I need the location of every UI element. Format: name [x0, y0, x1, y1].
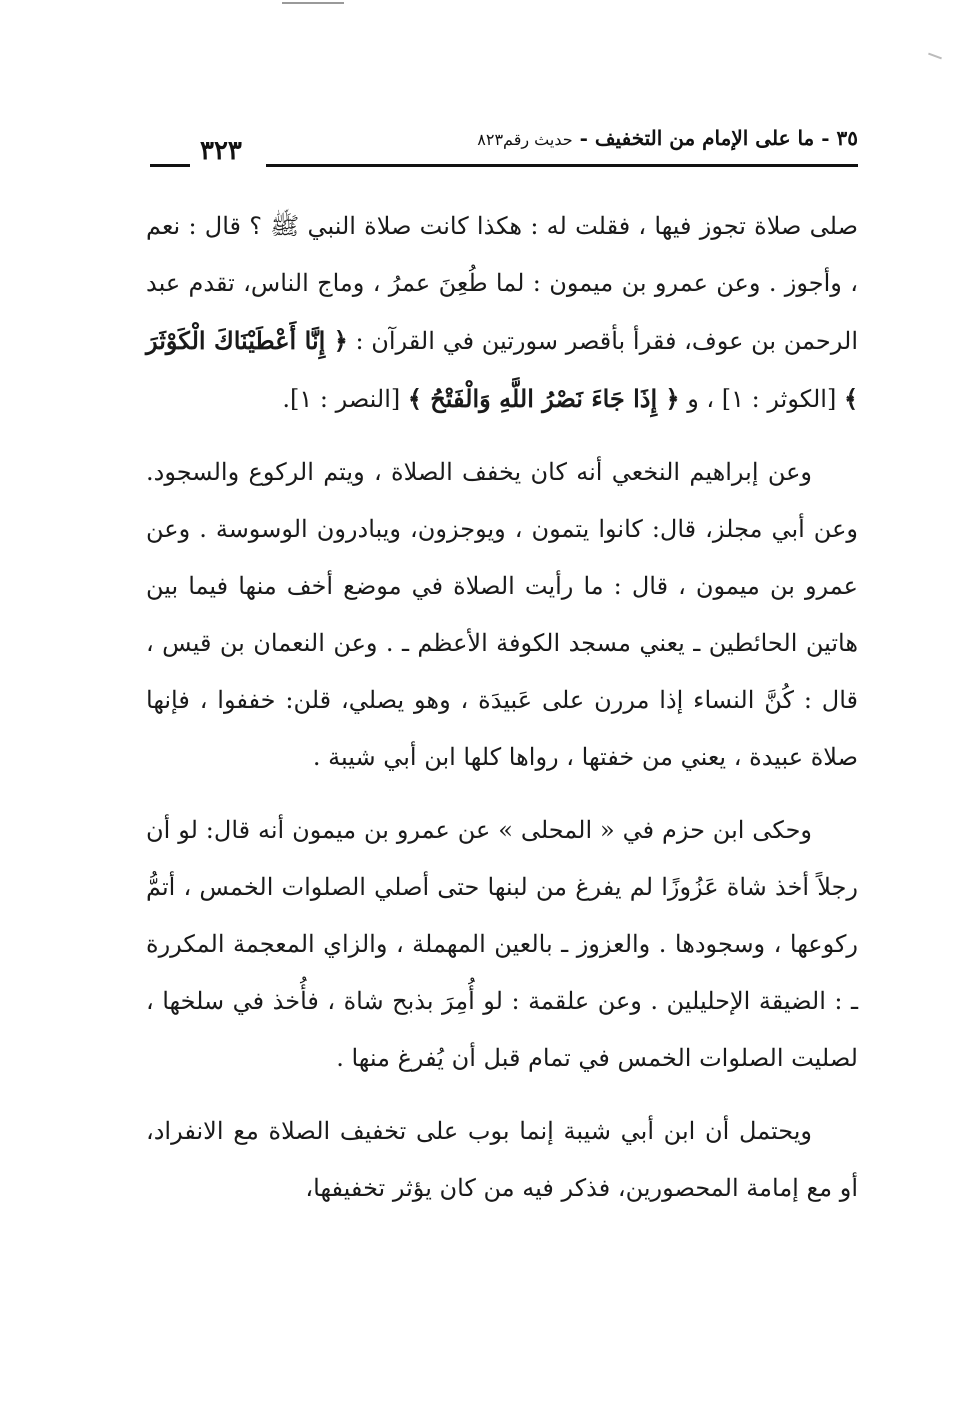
quran-verse: ﴿ إِذَا جَاءَ نَصْرُ اللَّهِ وَالْفَتْحُ ﴾	[407, 384, 680, 413]
header-title: ٣٥ - ما على الإمام من التخفيف - حديث رقم٨٢٣	[477, 126, 858, 150]
paragraph-text: [الكوثر : ١] ، و	[679, 385, 844, 413]
paragraph-text: ويحتمل أن ابن أبي شيبة إنما بوب على تخفيف الصلاة مع الانفراد، أو مع إمامة المحصورين، فذكر فيه من كان يؤثر تخفيفها،	[146, 1117, 858, 1202]
paragraph-text: وعن إبراهيم النخعي أنه كان يخفف الصلاة ، ويتم الركوع والسجود. وعن أبي مجلز، قال: كانوا يتمون ، ويوجزون، ويبادرون الوسوسة . وعن عمرو بن ميمون ، قال : ما رأيت الصلاة في موضع أخف منها فيما بين هاتين الحائطين ـ يعني مسجد الكوفة الأعظم ـ . وعن النعمان بن قيس ، قال : كُنَّ النساء إذا مررن على عَبيدَة ، وهو يصلي، قلن: خففوا ، فإنها صلاة عبيدة ، يعني من خفتها ، رواها كلها ابن أبي شيبة .	[146, 458, 858, 771]
page-number: ٣٢٣	[200, 136, 242, 166]
chapter-number: ٣٥	[836, 126, 858, 150]
body-text	[146, 198, 858, 1217]
hadith-reference: حديث رقم٨٢٣	[477, 130, 573, 149]
paragraph	[146, 802, 858, 1087]
page-number-rule	[150, 164, 190, 167]
paragraph	[146, 198, 858, 428]
header-rule	[266, 164, 858, 167]
running-header	[150, 118, 858, 178]
paragraph	[146, 444, 858, 786]
top-edge-mark	[282, 2, 344, 4]
quran-verse: ﴿ إِنَّا أَعْطَيْنَاكَ الْكَوْثَرَ ﴾	[146, 326, 858, 413]
paragraph-text: صلى صلاة تجوز فيها ، فقلت له : هكذا كانت صلاة النبي ﷺ ؟ قال : نعم ، وأجوز . وعن عمرو بن ميمون : لما طُعِنَ عمرُ ، وماج الناس، تقدم عبد الرحمن بن عوف، فقرأ بأقصر سورتين في القرآن :	[146, 212, 858, 355]
corner-mark	[928, 53, 942, 60]
paragraph-text: وحكى ابن حزم في « المحلى » عن عمرو بن ميمون أنه قال: لو أن رجلاً أخذ شاة عَزُوزًا لم يفرغ من لبنها حتى أصلي الصلوات الخمس ، أتمُّ ركوعها ، وسجودها . والعزوز ـ بالعين المهملة ، والزاي المعجمة المكررة ـ : الضيقة الإحليلين . وعن علقمة : لو أُمِرَ بذبح شاة ، فأُخذ في سلخها ، لصليت الصلوات الخمس في تمام قبل أن يُفرغ منها .	[146, 816, 858, 1072]
chapter-title: ما على الإمام من التخفيف	[594, 126, 815, 150]
paragraph-text: [النصر : ١].	[282, 385, 408, 413]
paragraph	[146, 1103, 858, 1217]
